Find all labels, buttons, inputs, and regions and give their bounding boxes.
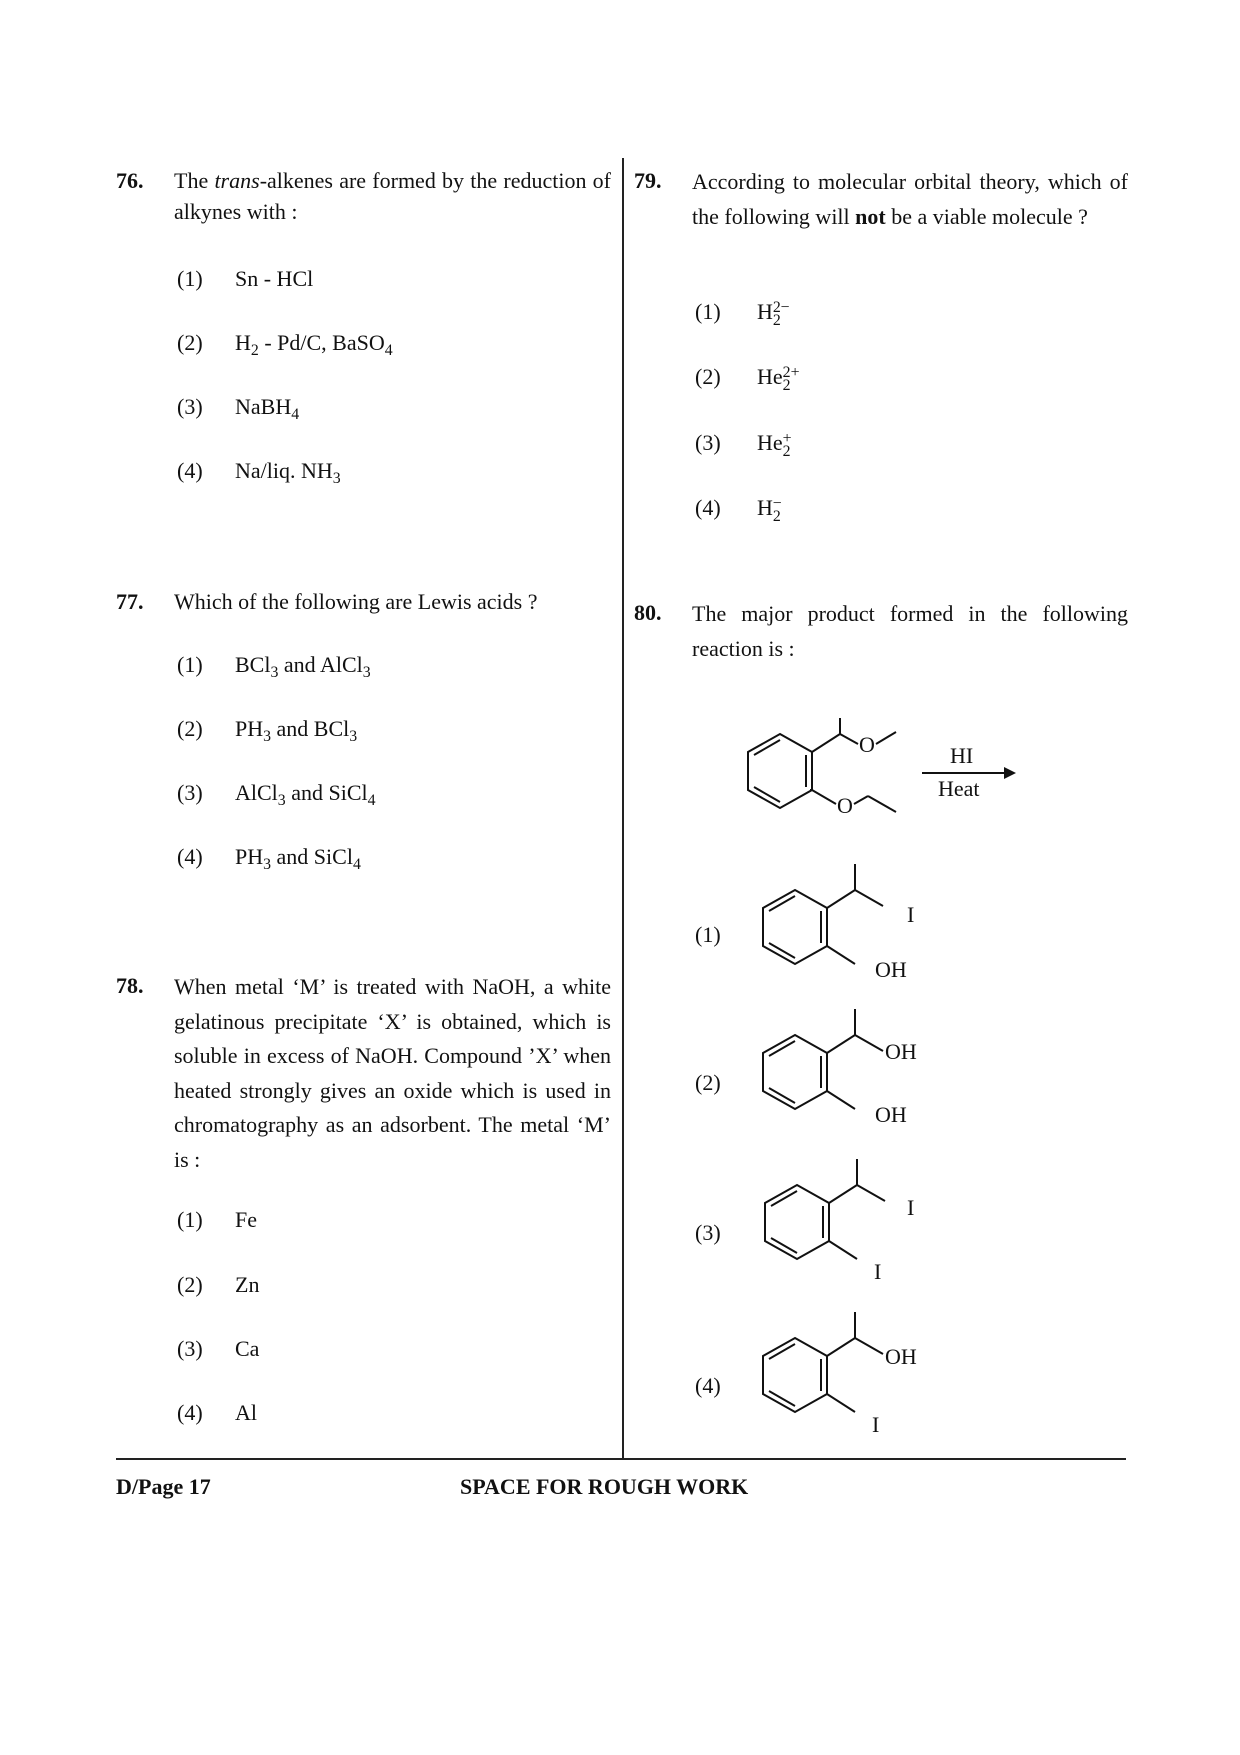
question-text: Which of the following are Lewis acids ? <box>174 589 538 614</box>
option-3-top-substituent: I <box>907 1195 915 1220</box>
option-1-top-substituent: I <box>907 902 915 927</box>
question-number: 80. <box>634 600 662 625</box>
option-2-bottom-substituent: OH <box>875 1102 907 1127</box>
question-79 <box>634 165 1128 265</box>
footer-rule <box>116 1458 1126 1460</box>
question-text: The major product formed in the following reaction is : <box>692 601 1128 661</box>
reaction-arrow <box>918 740 1018 810</box>
question-number: 77. <box>116 589 144 614</box>
question-78 <box>116 970 611 1172</box>
page-number: D/Page 17 <box>116 1474 211 1499</box>
q80-option-2-structure[interactable] <box>755 1005 935 1130</box>
question-text: The trans-alkenes are formed by the reduction of alkynes with : <box>174 168 612 224</box>
reactant-oxygen-2: O <box>837 793 853 818</box>
question-76 <box>116 165 611 235</box>
question-text: According to molecular orbital theory, which of the following will not be a viable molecule ? <box>692 169 1128 229</box>
reagent-bottom: Heat <box>938 776 980 801</box>
q80-option-4-structure[interactable] <box>755 1308 935 1437</box>
question-number: 76. <box>116 168 144 193</box>
rough-work-label: SPACE FOR ROUGH WORK <box>460 1474 749 1499</box>
reagent-top: HI <box>950 743 974 768</box>
question-80 <box>634 597 1128 667</box>
question-text: When metal ‘M’ is treated with NaOH, a white gelatinous precipitate ‘X’ is obtained, which is soluble in excess of NaOH. Compound ’X’ when heated strongly gives an oxide which is used in chromatography as an adsorbent. The metal ‘M’ is : <box>174 974 611 1172</box>
reactant-structure <box>700 720 900 830</box>
column-divider <box>622 158 624 1458</box>
question-77 <box>116 586 611 620</box>
option-2-top-substituent: OH <box>885 1039 917 1064</box>
q80-option-1-structure[interactable] <box>755 860 935 985</box>
q80-option-3-structure[interactable] <box>757 1155 937 1284</box>
option-4-bottom-substituent: I <box>872 1412 880 1437</box>
reactant-oxygen-1: O <box>859 732 875 757</box>
option-3-bottom-substituent: I <box>874 1259 882 1284</box>
question-number: 78. <box>116 973 144 998</box>
option-1-bottom-substituent: OH <box>875 957 907 982</box>
option-4-top-substituent: OH <box>885 1344 917 1369</box>
question-number: 79. <box>634 168 662 193</box>
